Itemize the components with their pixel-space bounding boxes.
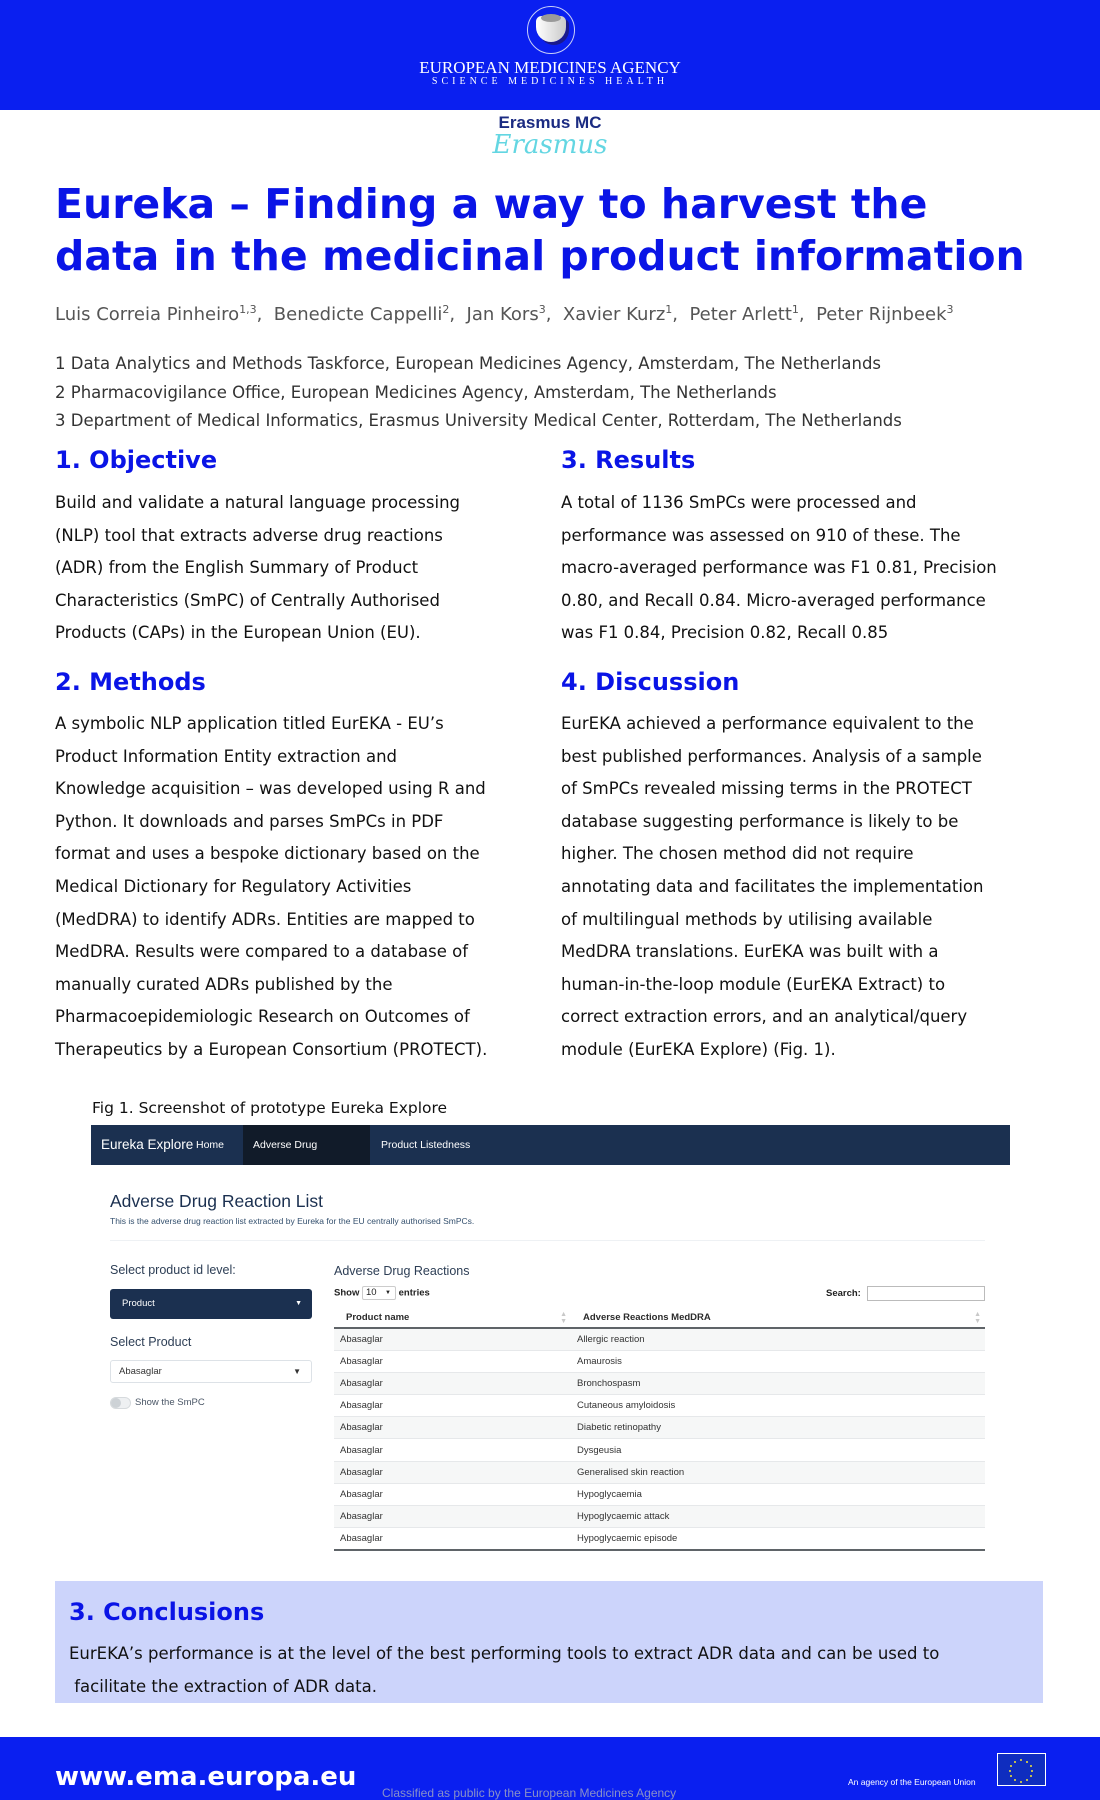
product-select[interactable]	[110, 1360, 312, 1383]
eu-flag-icon	[997, 1753, 1046, 1786]
agency-tagline: SCIENCE MEDICINES HEALTH	[431, 76, 669, 87]
sort-icon: ▲ ▼	[560, 1311, 567, 1325]
classification-note: Classified as public by the European Medicines Agency	[382, 1786, 677, 1800]
table-row: Abasaglar Hypoglycaemic episode	[334, 1528, 985, 1550]
id-level-value: Product	[122, 1298, 155, 1309]
app-brand[interactable]: Eureka Explore	[101, 1137, 194, 1152]
id-level-label: Select product id level:	[110, 1263, 236, 1277]
ema-logo-bowl-top	[541, 14, 561, 22]
table-title: Adverse Drug Reactions	[334, 1264, 470, 1278]
column-header-product-name[interactable]: Product name ▲ ▼	[334, 1307, 571, 1328]
app-page-title: Adverse Drug Reaction List	[110, 1191, 324, 1211]
id-level-select[interactable]	[110, 1289, 312, 1319]
entries-select[interactable]: 10 ▼	[362, 1286, 396, 1300]
objective-heading: 1. Objective	[55, 446, 218, 474]
author: Luis Correia Pinheiro$^{1,3}$	[55, 303, 257, 325]
author: Peter Arlett$^1$	[689, 303, 799, 325]
table-row: Abasaglar Allergic reaction	[334, 1328, 985, 1350]
app-navbar	[91, 1125, 1010, 1191]
table-row: Abasaglar Amaurosis	[334, 1350, 985, 1372]
methods-heading: 2. Methods	[55, 668, 206, 696]
results-heading: 3. Results	[561, 446, 696, 474]
eu-agency-note: An agency of the European Union	[848, 1777, 976, 1787]
chevron-down-icon: ▼	[293, 1367, 301, 1376]
author-list: Luis Correia Pinheiro$^{1,3}$, Benedicte Cappelli$^2$, Jan Kors$^3$, Xavier Kurz$^1$, Peter Arlett$^1$, Peter Rijnbeek$^3$	[55, 303, 954, 325]
table-row: Abasaglar Hypoglycaemic attack	[334, 1506, 985, 1528]
show-smpc-label: Show the SmPC	[135, 1397, 205, 1408]
conclusions-heading: 3. Conclusions	[69, 1598, 265, 1626]
select-product-label: Select Product	[110, 1335, 192, 1349]
sort-icon: ▲ ▼	[974, 1311, 981, 1325]
search-label: Search:	[826, 1288, 861, 1299]
author: Xavier Kurz$^1$	[562, 303, 673, 325]
toggle-knob	[111, 1398, 121, 1408]
title-line-1: Eureka – Finding a way to harvest the	[55, 180, 928, 228]
poster-title	[55, 178, 1065, 282]
author: Peter Rijnbeek$^3$	[816, 303, 954, 325]
figure-caption: Fig 1. Screenshot of prototype Eureka Explore	[92, 1099, 448, 1117]
methods-body: A symbolic NLP application titled EurEKA - EU’s Product Information Entity extraction and Knowledge acquisition – was developed using R and Python. It downloads and parses SmPCs in PDF format and uses a bespoke dictionary based on the Medical Dictionary for Regulatory Activities (MedDRA) to identify ADRs. Entities are mapped to MedDRA. Results were compared to a database of manually curated ADRs published by the Pharmacoepidemiologic Research on Outcomes of Therapeutics by a European Consortium (PROTECT).	[55, 714, 488, 1059]
adr-table	[334, 1307, 985, 1551]
table-row: Abasaglar Generalised skin reaction	[334, 1461, 985, 1483]
nav-adverse-drug-reactions[interactable]: Adverse Drug Reactions	[243, 1125, 370, 1165]
table-row: Abasaglar Cutaneous amyloidosis	[334, 1395, 985, 1417]
author: Benedicte Cappelli$^2$	[273, 303, 450, 325]
search-input[interactable]	[867, 1286, 985, 1301]
discussion-heading: 4. Discussion	[561, 668, 740, 696]
table-row: Abasaglar Hypoglycaemia	[334, 1483, 985, 1505]
entries-length-control: Show 10 ▼ entries	[334, 1287, 430, 1299]
nav-product-listedness[interactable]: Product Listedness	[381, 1139, 471, 1151]
affiliation-2: 2 Pharmacovigilance Office, European Medicines Agency, Amsterdam, The Netherlands	[55, 383, 777, 402]
table-row: Abasaglar Dysgeusia	[334, 1439, 985, 1461]
affiliation-1: 1 Data Analytics and Methods Taskforce, European Medicines Agency, Amsterdam, The Netherlands	[55, 354, 882, 373]
conclusions-body: EurEKA’s performance is at the level of the best performing tools to extract ADR data and can be used to facilitate the extraction of ADR data.	[69, 1644, 940, 1696]
nav-home[interactable]: Home	[196, 1139, 225, 1151]
erasmus-mc-logo: Erasmus MC	[498, 113, 602, 132]
table-row: Abasaglar Diabetic retinopathy	[334, 1417, 985, 1439]
agency-name: EUROPEAN MEDICINES AGENCY	[419, 58, 681, 77]
discussion-body: EurEKA achieved a performance equivalent to the best published performances. Analysis of a sample of SmPCs revealed missing terms in the PROTECT database suggesting performance is likely to be higher. The chosen method did not require annotating data and facilitates the implementation of multilingual methods by utilising available MedDRA translations. EurEKA was built with a human-in-the-loop module (EurEKA Extract) to correct extraction errors, and an analytical/query module (EurEKA Explore) (Fig. 1).	[561, 714, 984, 1059]
author: Jan Kors$^3$	[466, 303, 546, 325]
erasmus-signature-icon: Erasmus	[492, 130, 608, 160]
chevron-down-icon: ▼	[295, 1300, 302, 1307]
divider	[110, 1240, 985, 1241]
affiliation-3: 3 Department of Medical Informatics, Erasmus University Medical Center, Rotterdam, The Netherlands	[55, 411, 902, 430]
footer-url-link[interactable]: www.ema.europa.eu	[55, 1762, 357, 1792]
chevron-down-icon: ▼	[385, 1290, 391, 1296]
product-select-value: Abasaglar	[119, 1366, 162, 1377]
table-row: Abasaglar Bronchospasm	[334, 1372, 985, 1394]
title-line-2: data in the medicinal product information	[55, 232, 1025, 280]
app-page-subtitle: This is the adverse drug reaction list extracted by Eureka for the EU centrally authorised SmPCs.	[110, 1216, 475, 1226]
results-body: A total of 1136 SmPCs were processed and performance was assessed on 910 of these. The macro-averaged performance was F1 0.81, Precision 0.80, and Recall 0.84. Micro-averaged performance was F1 0.84, Precision 0.82, Recall 0.85	[561, 493, 997, 643]
objective-body: Build and validate a natural language processing (NLP) tool that extracts adverse drug reactions (ADR) from the English Summary of Product Characteristics (SmPC) of Centrally Authorised Products (CAPs) in the European Union (EU).	[55, 493, 461, 643]
column-header-adverse-reactions[interactable]: Adverse Reactions MedDRA ▲ ▼	[571, 1307, 985, 1328]
